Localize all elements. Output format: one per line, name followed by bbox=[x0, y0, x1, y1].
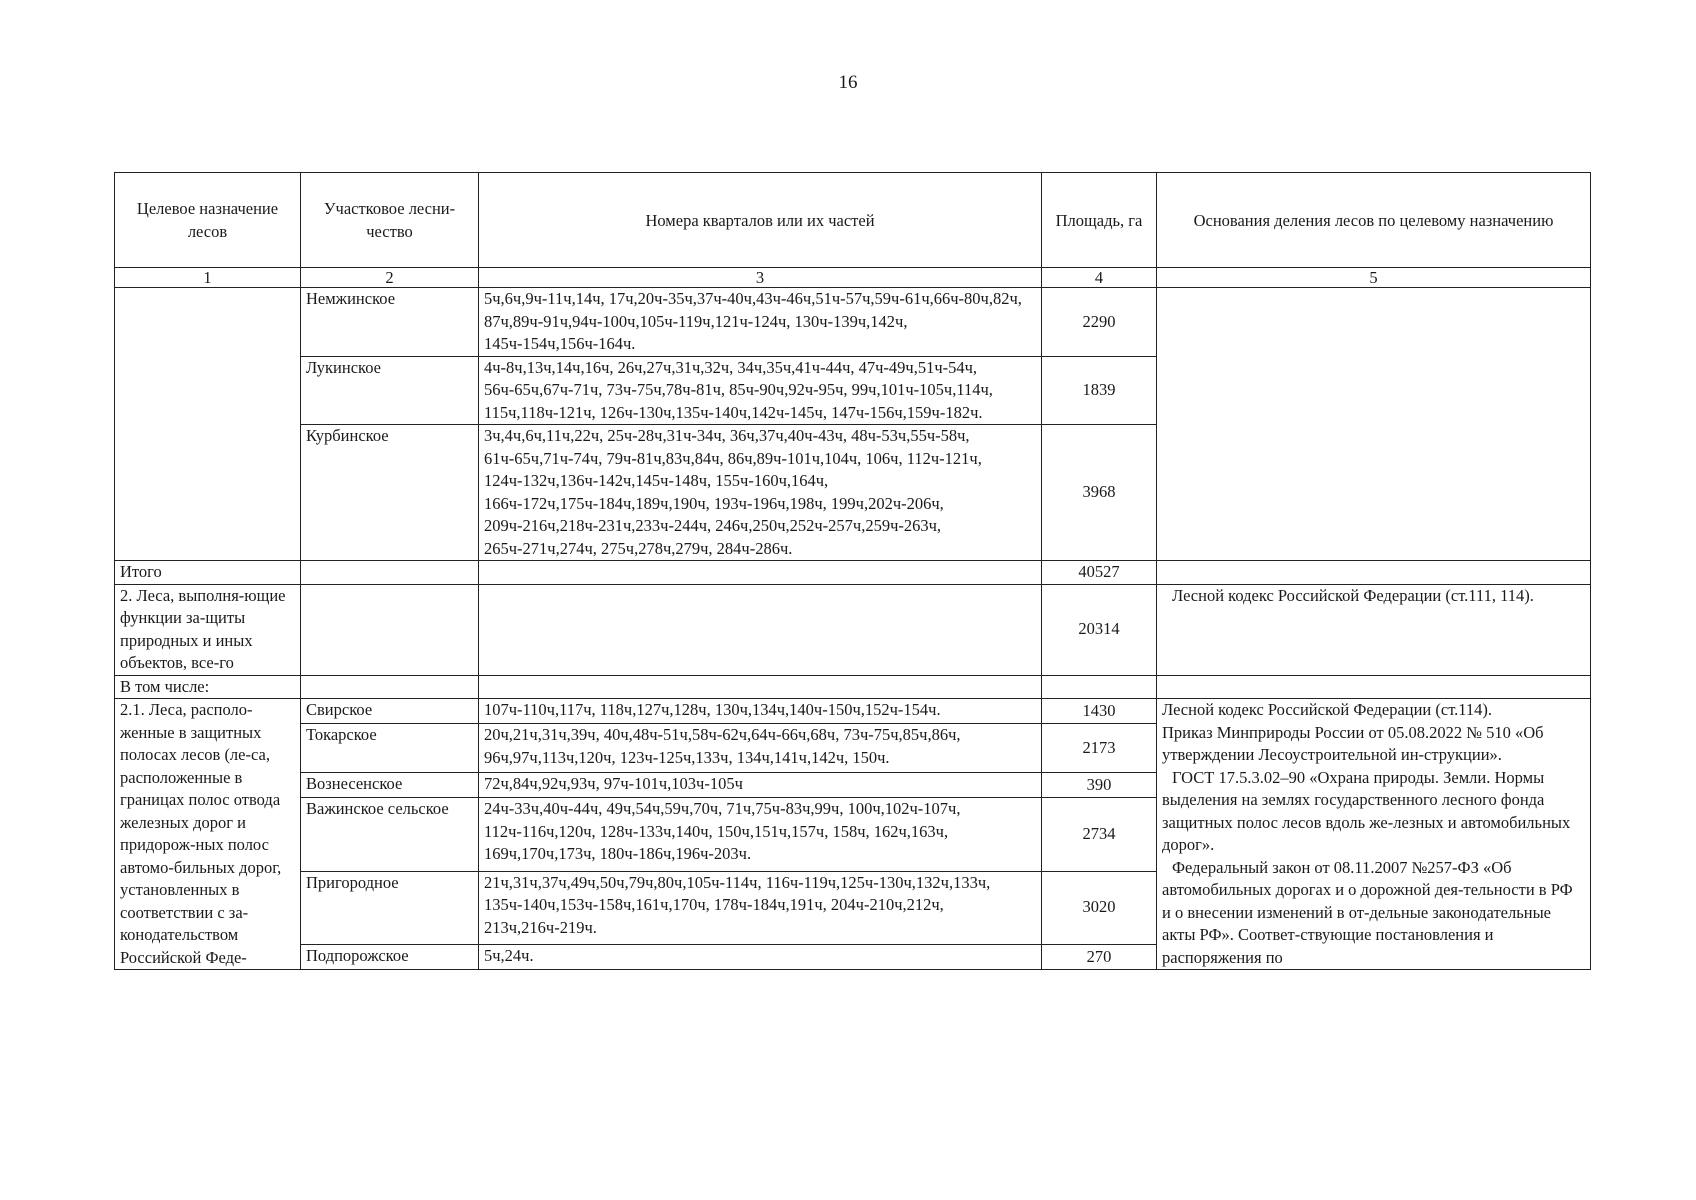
basis-cell-empty bbox=[1157, 288, 1591, 561]
basis-paragraph: Федеральный закон от 08.11.2007 №257-ФЗ «Об автомобильных дорогах и о дорожной дея-тельности в РФ и о внесении изменений в от-дельные законодательные акты РФ». Соответ-ствующие постановления и распоряжения по bbox=[1162, 857, 1573, 967]
basis-paragraph: ГОСТ 17.5.3.02–90 «Охрана природы. Земли. Нормы выделения на землях государственного лесного фонда защитных полос лесов вдоль же-лезных и автомобильных дорог». bbox=[1162, 767, 1571, 854]
header-quarters: Номера кварталов или их частей bbox=[479, 173, 1042, 268]
area-cell: 390 bbox=[1042, 773, 1157, 798]
area-cell: 2173 bbox=[1042, 724, 1157, 773]
area-cell: 3020 bbox=[1042, 871, 1157, 944]
section2-basis: Лесной кодекс Российской Федерации (ст.111, 114). bbox=[1157, 584, 1591, 675]
empty-cell bbox=[301, 584, 479, 675]
section2-purpose: 2. Леса, выполня-ющие функции за-щиты природных и иных объектов, все-го bbox=[115, 584, 301, 675]
forestry-cell: Подпорожское bbox=[301, 944, 479, 969]
quarters-cell: 3ч,4ч,6ч,11ч,22ч, 25ч-28ч,31ч-34ч, 36ч,37ч,40ч-43ч, 48ч-53ч,55ч-58ч, 61ч-65ч,71ч-74ч, 79ч-81ч,83ч,84ч, 86ч,89ч-101ч,104ч, 106ч, 112ч-121ч, 124ч-132ч,136ч-142ч,145ч-148ч, 155ч-160ч,164ч, 166ч-172ч,175ч-184ч,189ч,190ч, 193ч-196ч,198ч, 199ч,202ч-206ч, 209ч-216ч,218ч-231ч,233ч-244ч, 246ч,250ч,252ч-257ч,259ч-263ч, 265ч-271ч,274ч, 275ч,278ч,279ч, 284ч-286ч. bbox=[479, 425, 1042, 561]
forestry-cell: Важинское сельское bbox=[301, 798, 479, 871]
empty-cell bbox=[479, 675, 1042, 699]
empty-cell bbox=[1157, 675, 1591, 699]
basis-paragraph: Лесной кодекс Российской Федерации (ст.114). bbox=[1162, 700, 1493, 719]
forestry-cell: Немжинское bbox=[301, 288, 479, 357]
forestry-cell: Курбинское bbox=[301, 425, 479, 561]
page-number: 16 bbox=[838, 72, 858, 93]
header-area: Площадь, га bbox=[1042, 173, 1157, 268]
empty-cell bbox=[479, 584, 1042, 675]
column-number-row bbox=[115, 268, 1591, 288]
forestry-cell: Свирское bbox=[301, 699, 479, 724]
table-header-row bbox=[115, 173, 1591, 268]
table-row bbox=[115, 288, 1591, 357]
column-number: 1 bbox=[115, 268, 301, 288]
total-row bbox=[115, 561, 1591, 585]
empty-cell bbox=[301, 561, 479, 585]
total-label: Итого bbox=[115, 561, 301, 585]
quarters-cell: 72ч,84ч,92ч,93ч, 97ч-101ч,103ч-105ч bbox=[479, 773, 1042, 798]
header-forestry: Участковое лесни-чество bbox=[301, 173, 479, 268]
area-cell: 1839 bbox=[1042, 356, 1157, 425]
empty-cell bbox=[1157, 561, 1591, 585]
section2-row bbox=[115, 584, 1591, 675]
including-row bbox=[115, 675, 1591, 699]
empty-cell bbox=[479, 561, 1042, 585]
quarters-cell: 21ч,31ч,37ч,49ч,50ч,79ч,80ч,105ч-114ч, 116ч-119ч,125ч-130ч,132ч,133ч, 135ч-140ч,153ч-158ч,161ч,170ч, 178ч-184ч,191ч, 204ч-210ч,212ч, 213ч,216ч-219ч. bbox=[479, 871, 1042, 944]
forestry-cell: Пригородное bbox=[301, 871, 479, 944]
header-purpose: Целевое назначение лесов bbox=[115, 173, 301, 268]
column-number: 5 bbox=[1157, 268, 1591, 288]
area-cell: 3968 bbox=[1042, 425, 1157, 561]
forestry-cell: Вознесенское bbox=[301, 773, 479, 798]
column-number: 4 bbox=[1042, 268, 1157, 288]
basis-paragraph: Приказ Минприроды России от 05.08.2022 № 510 «Об утверждении Лесоустроительной ин-струкции». bbox=[1162, 722, 1544, 764]
column-number: 2 bbox=[301, 268, 479, 288]
area-cell: 2290 bbox=[1042, 288, 1157, 357]
area-cell: 2734 bbox=[1042, 798, 1157, 871]
purpose-cell-empty bbox=[115, 288, 301, 561]
subsection21-basis bbox=[1157, 699, 1591, 970]
subsection21-purpose: 2.1. Леса, располо-женные в защитных полосах лесов (ле-са, расположенные в границах полос отвода железных дорог и придорож-ных полос автомо-бильных дорог, установленных в соответствии с за-конодательством Российской Феде- bbox=[115, 699, 301, 970]
forest-division-table bbox=[114, 172, 1591, 970]
area-cell: 270 bbox=[1042, 944, 1157, 969]
including-label: В том числе: bbox=[115, 675, 301, 699]
quarters-cell: 24ч-33ч,40ч-44ч, 49ч,54ч,59ч,70ч, 71ч,75ч-83ч,99ч, 100ч,102ч-107ч, 112ч-116ч,120ч, 128ч-133ч,140ч, 150ч,151ч,157ч, 158ч, 162ч,163ч, 169ч,170ч,173ч, 180ч-186ч,196ч-203ч. bbox=[479, 798, 1042, 871]
forestry-cell: Токарское bbox=[301, 724, 479, 773]
empty-cell bbox=[1042, 675, 1157, 699]
quarters-cell: 5ч,24ч. bbox=[479, 944, 1042, 969]
section2-area: 20314 bbox=[1042, 584, 1157, 675]
header-basis: Основания деления лесов по целевому назначению bbox=[1157, 173, 1591, 268]
forestry-cell: Лукинское bbox=[301, 356, 479, 425]
empty-cell bbox=[301, 675, 479, 699]
quarters-cell: 107ч-110ч,117ч, 118ч,127ч,128ч, 130ч,134ч,140ч-150ч,152ч-154ч. bbox=[479, 699, 1042, 724]
quarters-cell: 20ч,21ч,31ч,39ч, 40ч,48ч-51ч,58ч-62ч,64ч-66ч,68ч, 73ч-75ч,85ч,86ч, 96ч,97ч,113ч,120ч, 123ч-125ч,133ч, 134ч,141ч,142ч, 150ч. bbox=[479, 724, 1042, 773]
quarters-cell: 4ч-8ч,13ч,14ч,16ч, 26ч,27ч,31ч,32ч, 34ч,35ч,41ч-44ч, 47ч-49ч,51ч-54ч, 56ч-65ч,67ч-71ч, 73ч-75ч,78ч-81ч, 85ч-90ч,92ч-95ч, 99ч,101ч-105ч,114ч, 115ч,118ч-121ч, 126ч-130ч,135ч-140ч,142ч-145ч, 147ч-156ч,159ч-182ч. bbox=[479, 356, 1042, 425]
total-area: 40527 bbox=[1042, 561, 1157, 585]
table-row bbox=[115, 699, 1591, 724]
column-number: 3 bbox=[479, 268, 1042, 288]
area-cell: 1430 bbox=[1042, 699, 1157, 724]
quarters-cell: 5ч,6ч,9ч-11ч,14ч, 17ч,20ч-35ч,37ч-40ч,43ч-46ч,51ч-57ч,59ч-61ч,66ч-80ч,82ч, 87ч,89ч-91ч,94ч-100ч,105ч-119ч,121ч-124ч, 130ч-139ч,142ч, 145ч-154ч,156ч-164ч. bbox=[479, 288, 1042, 357]
